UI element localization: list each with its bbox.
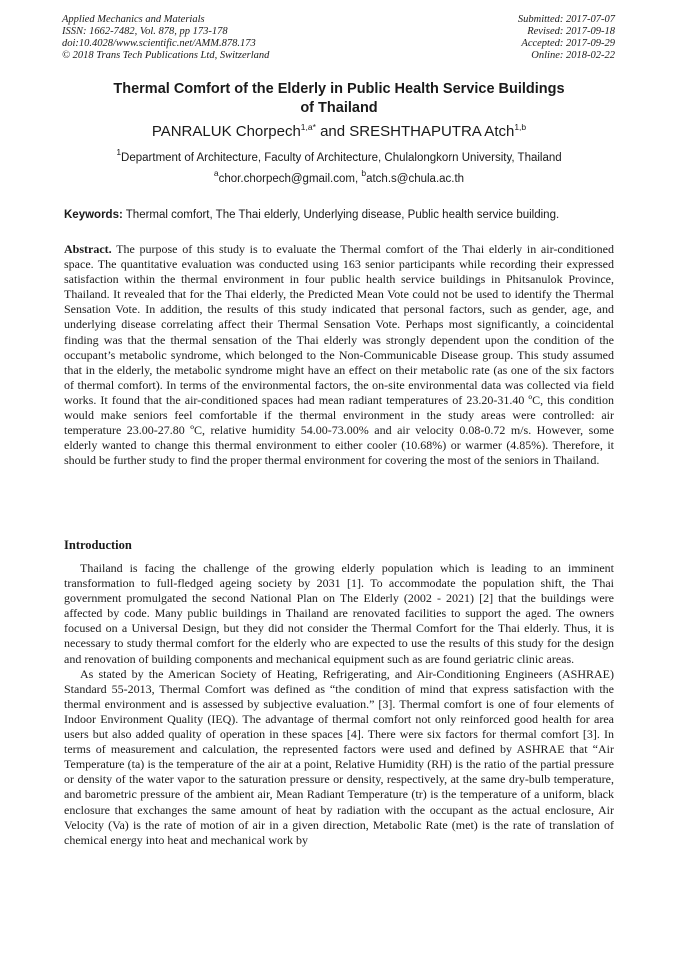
keywords-line xyxy=(64,208,616,222)
affiliation-superscript: 1 xyxy=(116,147,122,157)
author-2-superscript: 1,b xyxy=(514,122,527,132)
email-line xyxy=(0,168,678,186)
accepted-date: Accepted: 2017-09-29 xyxy=(521,38,615,49)
author-1: PANRALUK Chorpech xyxy=(151,123,301,140)
email-b-superscript: b xyxy=(361,168,367,178)
submitted-date: Submitted: 2017-07-07 xyxy=(517,14,615,25)
affiliation xyxy=(0,147,678,165)
introduction-heading: Introduction xyxy=(64,538,132,552)
affiliation-text: Department of Architecture, Faculty of Architecture, Chulalongkorn University, Thailand xyxy=(121,152,562,164)
abstract-text: The purpose of this study is to evaluate the Thermal comfort of the Thai elderly in air-conditioned space. The quantitative evaluation was conducted using 163 senior participants while recording their expressed satisfaction within the thermal environment in four public health service buildings in Phitsanulok Province, Thailand. It revealed that for the Thai elderly, the Predicted Mean Vote could not be used to identify the Thermal Sensation Vote. In addition, the results of this study indicated that personal factors, such as gender, age, and underlying disease correlating affect their Thermal Sensation Vote. Perhaps most significantly, a coincidental finding was that the thermal sensation of the Thai elderly was strongly dependent upon the condition of the occupant’s metabolic syndrome, which belonged to the Non-Communicable Disease group. This study assumed that in the elderly, the metabolic syndrome might have an effect on their metabolic rate (as one of the six factors of thermal comfort). In terms of the environmental factors, the on-site environmental data was collected via field works. It found that the air-conditioned spaces had mean radiant temperatures of 23.20-31.40 ºC, this condition would make seniors feel comfortable if the thermal environment in the study areas were controlled: air temperature 23.00-27.80 ºC, relative humidity 54.00-73.00% and air velocity 0.08-0.72 m/s. However, some elderly wanted to change this thermal environment to either cooler (10.68%) or warmer (4.85%). Therefore, it should be further study to find the proper thermal environment for covering the most of the seniors in Thailand. xyxy=(64,242,614,468)
author-1-superscript: 1,a* xyxy=(300,122,316,132)
issn-line: ISSN: 1662-7482, Vol. 878, pp 173-178 xyxy=(62,26,228,37)
doi-line[interactable]: doi:10.4028/www.scientific.net/AMM.878.173 xyxy=(62,38,256,49)
author-list xyxy=(0,123,678,141)
email-a-superscript: a xyxy=(213,168,219,178)
paper-title xyxy=(0,80,678,118)
title-line-1: Thermal Comfort of the Elderly in Public Health Service Buildings xyxy=(113,81,565,97)
keywords-label: Keywords: xyxy=(64,209,123,221)
journal-name: Applied Mechanics and Materials xyxy=(62,14,205,25)
email-b[interactable]: atch.s@chula.ac.th xyxy=(366,173,465,185)
online-date: Online: 2018-02-22 xyxy=(531,50,615,61)
author-2: SRESHTHAPUTRA Atch xyxy=(349,123,515,140)
copyright-line: © 2018 Trans Tech Publications Ltd, Switzerland xyxy=(62,50,270,61)
abstract-paragraph xyxy=(64,242,614,468)
intro-paragraph-1: Thailand is facing the challenge of the growing elderly population which is leading to an imminent transformation to full-fledged ageing society by 2031 [1]. To accommodate the population shift, the Thai government promulgated the second National Plan on The Elderly (2002 - 2021) [2] that the buildings were affected by code. Many public buildings in Thailand are renovated facilities to support the aged. The owners focused on a Universal Design, but they did not consider the Thermal Comfort for the Thai elderly. Thus, it is necessary to study thermal comfort for the elderly who are expected to use the results of this study for the design and renovation of building components and mechanical equipment such as are found geriatric clinic areas. xyxy=(64,561,614,666)
revised-date: Revised: 2017-09-18 xyxy=(527,26,615,37)
keywords-text: Thermal comfort, The Thai elderly, Underlying disease, Public health service building. xyxy=(122,209,560,221)
intro-paragraph-2: As stated by the American Society of Heating, Refrigerating, and Air-Conditioning Engineers (ASHRAE) Standard 55-2013, Thermal Comfort was defined as “the condition of mind that express satisfaction with the thermal environment and is assessed by subjective evaluation.” [3]. Thermal comfort is one of four elements of Indoor Environment Quality (IEQ). The advantage of thermal comfort not only reinforced good health for area users but also added quality of operation in these spaces [4]. There were six factors for thermal comfort [3]. In terms of measurement and calculation, the represented factors were used and defined by ASHRAE that “Air Temperature (ta) is the temperature of the air at a point, Relative Humidity (RH) is the ratio of the partial pressure or density of the water vapor to the saturation pressure or density, respectively, at the same dry-bulb temperature, and barometric pressure of the ambient air, Mean Radiant Temperature (tr) is the temperature of a uniform, black enclosure that exchanges the same amount of heat by radiation with the occupant as the actual enclosure, Air Velocity (Va) is the rate of motion of air in a given direction, Metabolic Rate (met) is the rate of translation of chemical energy into heat and mechanical work by xyxy=(64,666,614,847)
introduction-body xyxy=(64,561,614,848)
title-line-2: of Thailand xyxy=(300,100,378,116)
email-a[interactable]: chor.chorpech@gmail.com, xyxy=(218,173,362,185)
abstract-label: Abstract. xyxy=(64,242,112,256)
author-joiner: and xyxy=(315,123,350,140)
publication-info xyxy=(62,14,269,62)
publication-dates xyxy=(518,14,615,62)
